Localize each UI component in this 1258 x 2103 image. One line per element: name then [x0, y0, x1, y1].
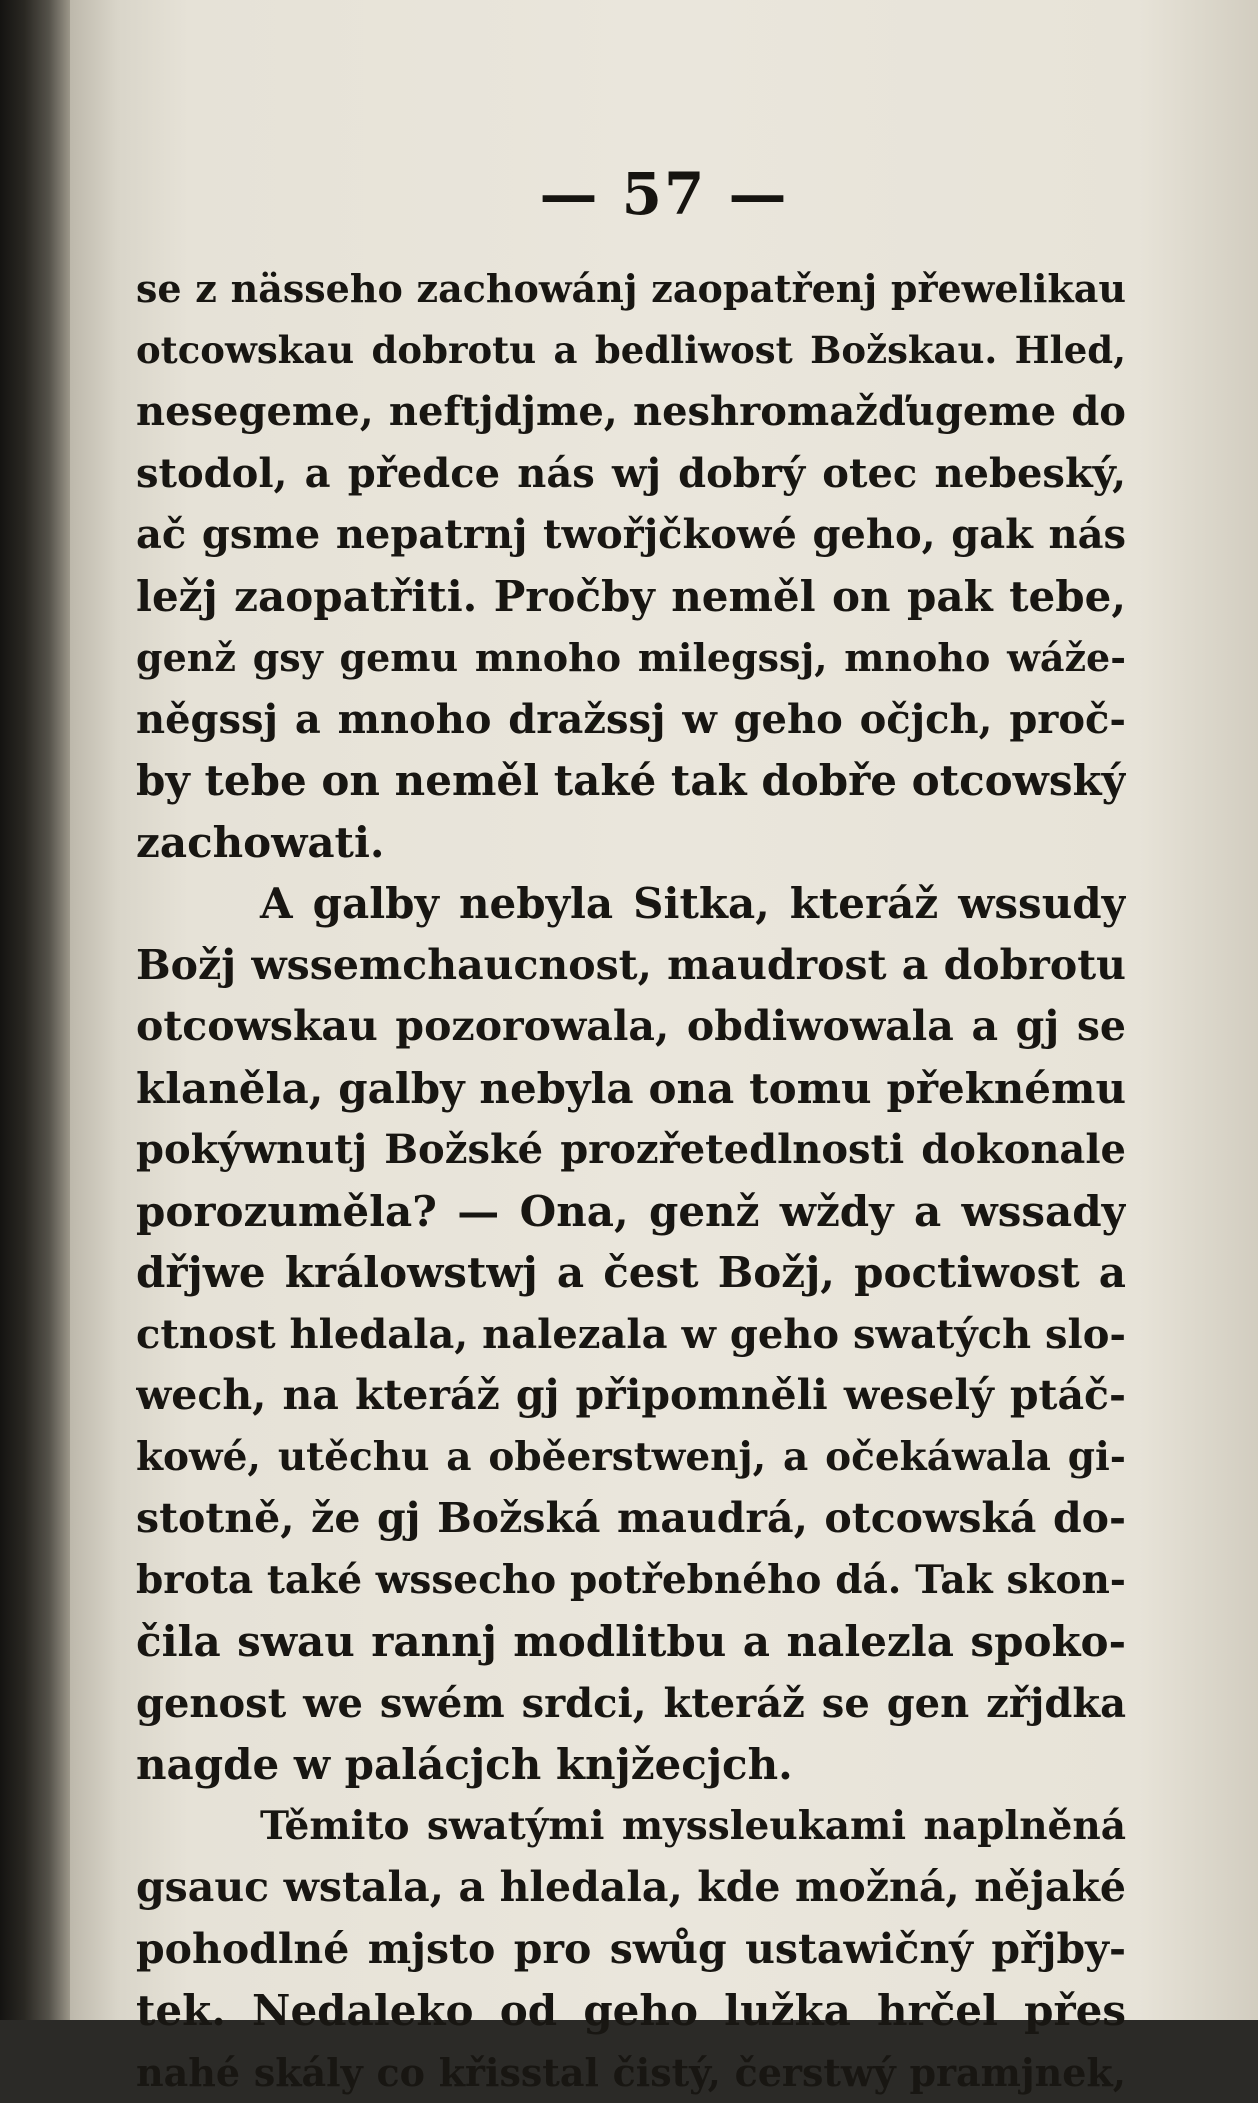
text-line: stodol, a předce nás wj dobrý otec nebeský,: [136, 443, 1126, 505]
text-line: by tebe on neměl také tak dobře otcowský: [136, 750, 1126, 812]
text-line: ležj zaopatřiti. Pročby neměl on pak tebe,: [136, 566, 1126, 628]
paragraph-start-line: A galby nebyla Sitka, kteráž wssudy: [136, 873, 1126, 935]
text-line: pohodlné mjsto pro swůg ustawičný přjby-: [136, 1919, 1126, 1981]
text-line: otcowskau pozorowala, obdiwowala a gj se: [136, 996, 1126, 1058]
text-line: ctnost hledala, nalezala w geho swatých slo-: [136, 1304, 1126, 1366]
text-line: nagde w palácjch knjžecjch.: [136, 1734, 1126, 1796]
text-line: pokýwnutj Božské prozřetedlnosti dokonale: [136, 1119, 1126, 1181]
text-line: gsauc wstala, a hledala, kde možná, nějaké: [136, 1857, 1126, 1919]
text-line: genž gsy gemu mnoho milegssj, mnoho wáže-: [136, 627, 1126, 689]
text-line: čila swau rannj modlitbu a nalezla spoko-: [136, 1611, 1126, 1673]
text-line: otcowskau dobrotu a bedliwost Božskau. Hled,: [136, 320, 1126, 382]
paragraph-start-line: Těmito swatými myssleukami naplněná: [136, 1796, 1126, 1858]
text-line: genost we swém srdci, kteráž se gen zřjdka: [136, 1673, 1126, 1735]
text-line: kowé, utěchu a oběerstwenj, a očekáwala gi-: [136, 1427, 1126, 1489]
text-line: zachowati.: [136, 812, 1126, 874]
text-line: klaněla, galby nebyla ona tomu překnému: [136, 1058, 1126, 1120]
text-line: něgssj a mnoho dražssj w geho očjch, proč-: [136, 689, 1126, 751]
book-spine-shadow: [0, 0, 70, 2020]
body-text: [136, 258, 1126, 2103]
text-line: tek. Nedaleko od geho lužka hrčel přes: [136, 1980, 1126, 2042]
text-line: stotně, že gj Božská maudrá, otcowská do-: [136, 1488, 1126, 1550]
text-line: nesegeme, neftjdjme, neshromažďugeme do: [136, 381, 1126, 443]
text-line: brota také wssecho potřebného dá. Tak skon-: [136, 1550, 1126, 1612]
text-line: wech, na kteráž gj připomněli weselý ptáč-: [136, 1365, 1126, 1427]
book-page: [70, 0, 1258, 2020]
text-line: se z nässeho zachowánj zaopatřenj přewelikau: [136, 258, 1126, 320]
text-line: porozuměla? — Ona, genž wždy a wssady: [136, 1181, 1126, 1243]
page-number: — 57 —: [70, 160, 1258, 228]
text-line: nahé skály co křisstal čistý, čerstwý pramjnek,: [136, 2042, 1126, 2103]
text-line: dřjwe králowstwj a čest Božj, poctiwost a: [136, 1242, 1126, 1304]
text-line: Božj wssemchaucnost, maudrost a dobrotu: [136, 935, 1126, 997]
text-line: ač gsme nepatrnj twořjčkowé geho, gak nás: [136, 504, 1126, 566]
